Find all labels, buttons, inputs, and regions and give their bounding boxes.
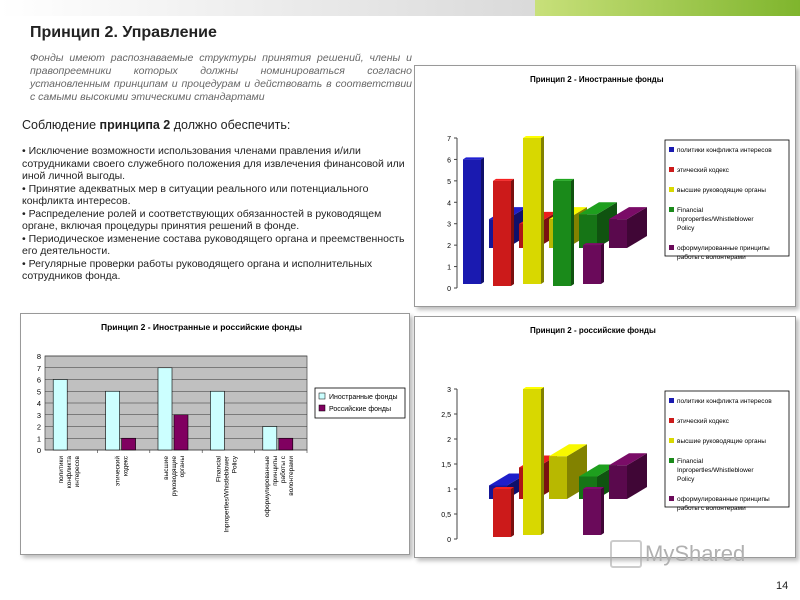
combined-title: Принцип 2 - Иностранные и российские фонды bbox=[101, 322, 303, 332]
foreign-y-tick-label: 1 bbox=[447, 264, 451, 272]
combined-bar bbox=[106, 391, 120, 450]
heading-bold: принципа 2 bbox=[99, 118, 171, 132]
list-item: • Периодическое изменение состава руководящего органа и преемственность его деятельности. bbox=[22, 232, 405, 257]
combined-legend-label: Российские фонды bbox=[329, 406, 392, 413]
combined-legend-swatch bbox=[319, 405, 325, 411]
foreign-legend-box bbox=[665, 140, 789, 256]
chart-russian bbox=[415, 317, 795, 557]
combined-y-tick-label: 1 bbox=[36, 434, 41, 444]
russian-legend-label: высшие руководящие органы bbox=[677, 438, 766, 445]
foreign-y-tick-label: 2 bbox=[447, 243, 451, 251]
russian-bar bbox=[523, 389, 541, 535]
russian-bar-side bbox=[541, 387, 544, 535]
russian-bar-side bbox=[511, 487, 514, 537]
russian-y-tick-label: 1 bbox=[447, 487, 451, 494]
russian-legend-swatch bbox=[669, 496, 674, 501]
combined-x-tick-label: этическийкодекс bbox=[114, 456, 130, 487]
russian-y-tick-label: 0,5 bbox=[441, 512, 451, 519]
foreign-bar-top bbox=[553, 179, 574, 181]
combined-bar bbox=[122, 438, 136, 450]
foreign-y-tick-label: 0 bbox=[447, 286, 451, 293]
heading-suffix: должно обеспечить: bbox=[170, 118, 291, 132]
foreign-title: Принцип 2 - Иностранные фонды bbox=[530, 75, 664, 84]
combined-bar bbox=[158, 368, 172, 450]
slide-title: Принцип 2. Управление bbox=[30, 24, 217, 41]
foreign-y-tick-label: 5 bbox=[447, 178, 451, 186]
foreign-legend-label: высшие руководящие органы bbox=[677, 187, 766, 194]
combined-bar bbox=[53, 380, 67, 451]
russian-legend-label: Financial Inpropertles/Whistleblower Policy bbox=[677, 458, 754, 483]
russian-legend-box bbox=[665, 391, 789, 507]
russian-y-tick-label: 0 bbox=[447, 537, 451, 544]
combined-x-tick-label: высшиеруководящиеорганы bbox=[163, 456, 186, 497]
combined-y-tick-label: 5 bbox=[36, 387, 41, 397]
foreign-legend-swatch bbox=[669, 167, 674, 172]
foreign-y-tick-label: 7 bbox=[447, 136, 451, 143]
foreign-legend-label: политики конфликта интересов bbox=[677, 147, 772, 154]
foreign-bar-side bbox=[511, 179, 514, 286]
foreign-back-bar bbox=[579, 214, 597, 248]
foreign-y-tick-label: 4 bbox=[447, 200, 451, 208]
russian-y-tick-label: 3 bbox=[447, 387, 451, 394]
combined-x-tick-label: FinancialInpropertles/WhistleblowerPolicy bbox=[215, 456, 239, 533]
list-item: • Распределение ролей и соответствующих обязанностей в руководящем органе, включая процедуры принятия решений в фонде. bbox=[22, 207, 382, 232]
russian-legend-swatch bbox=[669, 398, 674, 403]
combined-bar bbox=[263, 427, 277, 451]
foreign-legend-label: Financial Inpropertles/Whistleblower Policy bbox=[677, 207, 754, 232]
combined-x-tick-label: оформулированныепринципыработы сволонтерами bbox=[263, 456, 295, 517]
combined-bar bbox=[210, 391, 224, 450]
foreign-y-tick-label: 3 bbox=[447, 221, 451, 229]
russian-bar-top bbox=[523, 387, 544, 389]
foreign-bar-top bbox=[463, 157, 484, 159]
chart-foreign bbox=[415, 66, 795, 306]
list-item: • Принятие адекватных мер в ситуации реального или потенциального конфликта интересов. bbox=[22, 182, 369, 207]
russian-legend-label: оформулированные принципы работы с волонтерами bbox=[677, 496, 770, 512]
combined-y-tick-label: 3 bbox=[36, 410, 41, 420]
chart-combined bbox=[21, 314, 409, 554]
combined-y-tick-label: 6 bbox=[36, 375, 41, 385]
top-decor-bar bbox=[0, 0, 800, 16]
russian-legend-swatch bbox=[669, 438, 674, 443]
foreign-bar-top bbox=[493, 179, 514, 181]
foreign-bar bbox=[583, 245, 601, 284]
principle-heading bbox=[22, 118, 290, 132]
foreign-legend-swatch bbox=[669, 207, 674, 212]
watermark-icon bbox=[610, 540, 642, 568]
foreign-back-bar bbox=[609, 219, 627, 248]
foreign-bar-side bbox=[541, 136, 544, 284]
page-number: 14 bbox=[776, 580, 789, 592]
combined-legend-label: Иностранные фонды bbox=[329, 394, 398, 401]
russian-y-tick-label: 2 bbox=[447, 437, 451, 444]
watermark-text: MyShared bbox=[645, 541, 746, 566]
foreign-legend-swatch bbox=[669, 187, 674, 192]
russian-y-tick-label: 2,5 bbox=[441, 412, 451, 419]
requirements-list bbox=[22, 145, 414, 283]
combined-y-tick-label: 0 bbox=[36, 446, 41, 455]
russian-legend-label: этический кодекс bbox=[677, 418, 729, 425]
foreign-bar-side bbox=[601, 243, 604, 284]
list-item: • Регулярные проверки работы руководящего органа и исполнительных сотрудников фонда. bbox=[22, 257, 373, 282]
intro-text: Фонды имеют распознаваемые структуры принятия решений, члены и правопреемники которых должны номинироваться согласно установленным принципам и процедурам и действовать в соответствии с самыми высокими этическими стандартами bbox=[30, 52, 412, 103]
foreign-bar-top bbox=[523, 136, 544, 138]
russian-bar-top bbox=[493, 487, 514, 489]
chart-russian-panel bbox=[414, 316, 796, 558]
russian-title: Принцип 2 - российские фонды bbox=[530, 326, 656, 335]
chart-combined-panel bbox=[20, 313, 410, 555]
russian-bar bbox=[493, 489, 511, 537]
foreign-bar bbox=[463, 159, 481, 284]
top-decor-green bbox=[535, 0, 800, 16]
russian-legend-swatch bbox=[669, 458, 674, 463]
foreign-legend-swatch bbox=[669, 147, 674, 152]
heading-prefix: Соблюдение bbox=[22, 118, 100, 132]
combined-y-tick-label: 8 bbox=[36, 352, 41, 361]
chart-foreign-panel bbox=[414, 65, 796, 307]
foreign-bar-side bbox=[481, 157, 484, 284]
combined-y-tick-label: 7 bbox=[36, 363, 41, 373]
combined-legend-box bbox=[315, 388, 405, 418]
foreign-bar bbox=[493, 181, 511, 286]
foreign-bar-top bbox=[583, 243, 604, 245]
russian-y-tick-label: 1,5 bbox=[441, 462, 451, 469]
foreign-bar-side bbox=[571, 179, 574, 286]
combined-x-tick-label: политикиконфликтаинтересов bbox=[58, 456, 82, 489]
top-decor-grey bbox=[0, 0, 560, 16]
russian-legend-label: политики конфликта интересов bbox=[677, 398, 772, 405]
russian-legend-swatch bbox=[669, 418, 674, 423]
foreign-legend-label: оформулированные принципы работы с волонтерами bbox=[677, 245, 770, 261]
foreign-bar bbox=[553, 181, 571, 286]
russian-bar-side bbox=[601, 487, 604, 535]
foreign-y-tick-label: 6 bbox=[447, 157, 451, 165]
foreign-legend-label: этический кодекс bbox=[677, 167, 729, 174]
russian-bar bbox=[583, 489, 601, 535]
russian-back-bar bbox=[609, 465, 627, 499]
list-item: • Исключение возможности использования членами правления и/или сотрудниками своего служебного положения для извлечения финансовой или иной личной выгоды. bbox=[22, 145, 405, 182]
russian-back-bar bbox=[549, 456, 567, 499]
combined-y-tick-label: 2 bbox=[36, 422, 41, 432]
combined-y-tick-label: 4 bbox=[36, 399, 41, 408]
combined-bar bbox=[279, 438, 293, 450]
foreign-legend-swatch bbox=[669, 245, 674, 250]
combined-bar bbox=[174, 415, 188, 450]
foreign-bar bbox=[523, 138, 541, 284]
russian-bar-top bbox=[583, 487, 604, 489]
combined-legend-swatch bbox=[319, 393, 325, 399]
